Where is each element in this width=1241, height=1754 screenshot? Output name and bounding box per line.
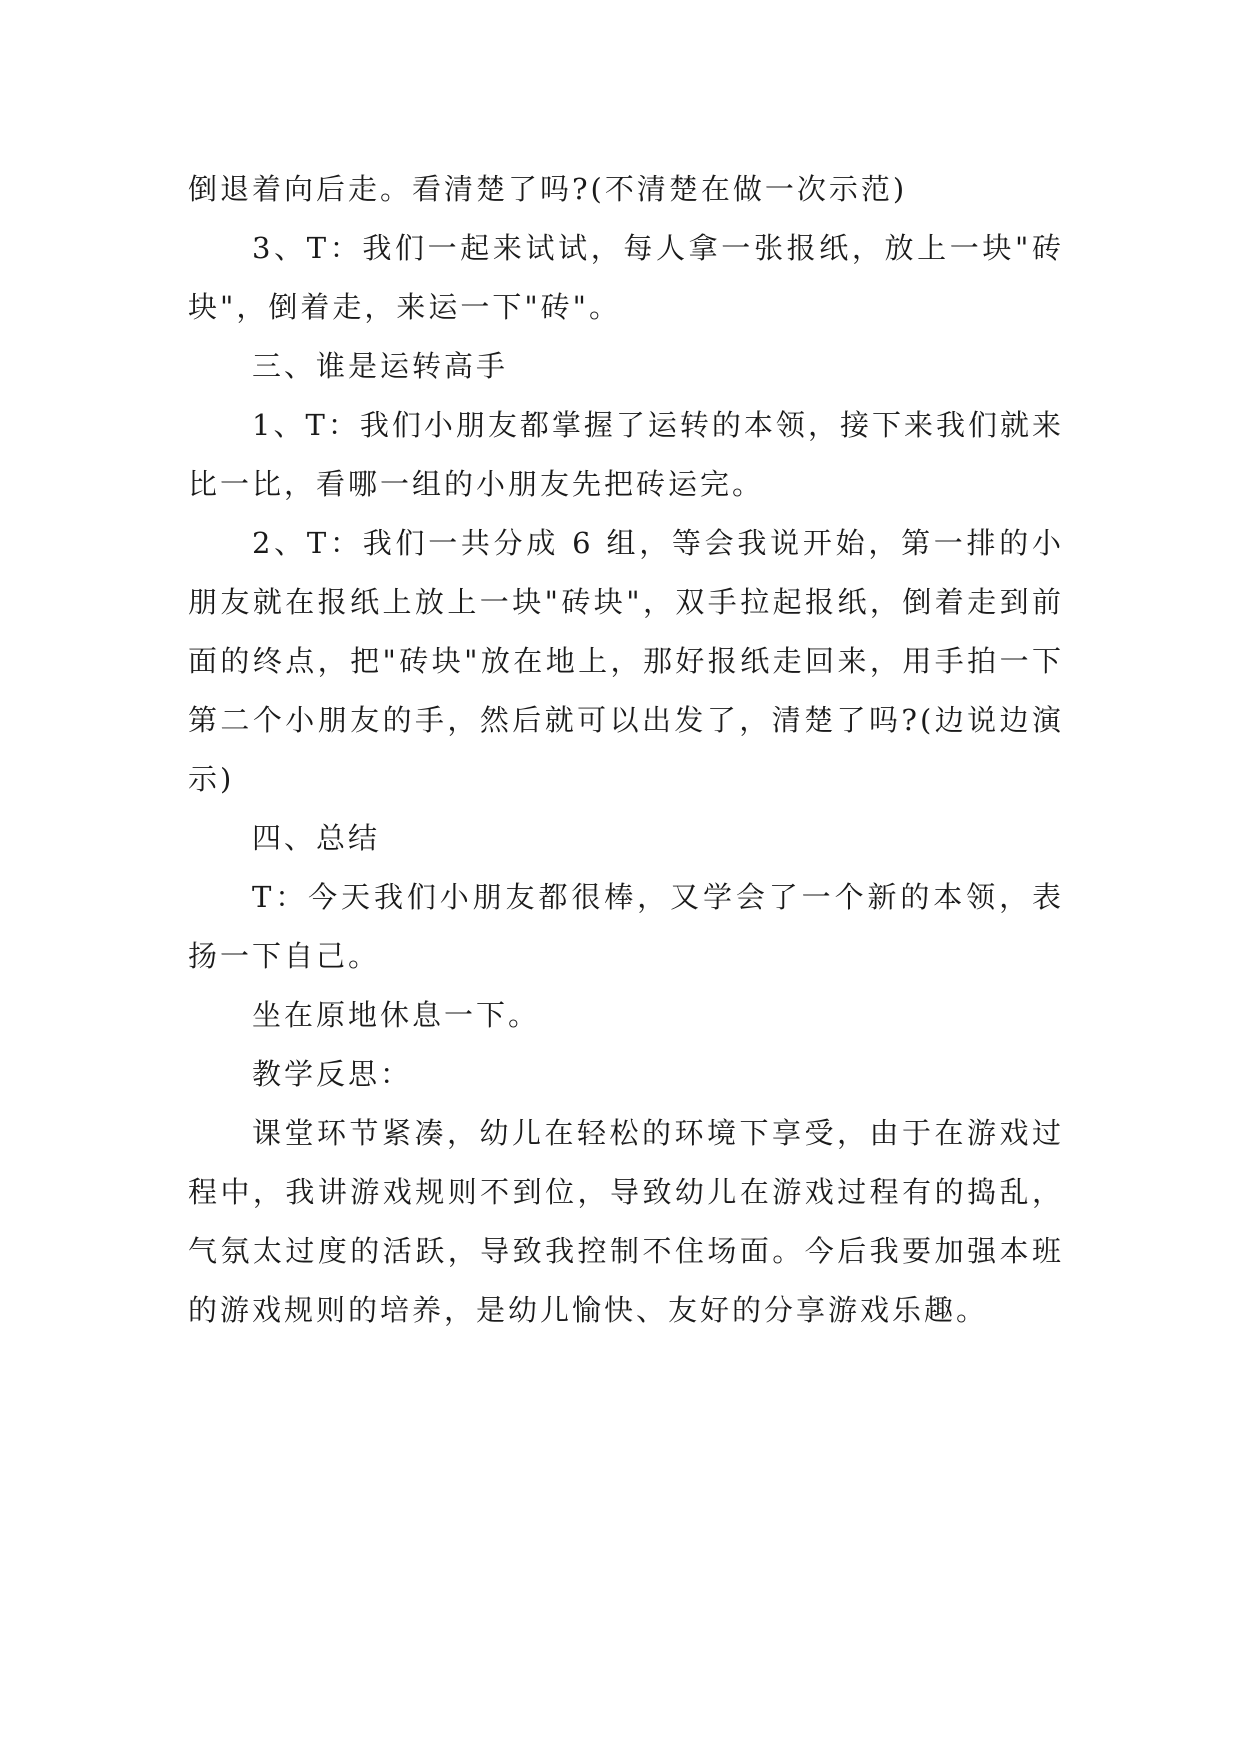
paragraph-rest: 坐在原地休息一下。 xyxy=(252,998,541,1032)
paragraph-continuation: 倒退着向后走。看清楚了吗?(不清楚在做一次示范) xyxy=(188,172,908,206)
paragraph-summary: T：今天我们小朋友都很棒，又学会了一个新的本领，表扬一下自己。 xyxy=(188,880,1064,973)
document-body xyxy=(188,160,1064,1340)
paragraph-reflection: 课堂环节紧凑，幼儿在轻松的环境下享受，由于在游戏过程中，我讲游戏规则不到位，导致幼儿在游戏过程有的捣乱，气氛太过度的活跃，导致我控制不住场面。今后我要加强本班的游戏规则的培养，是幼儿愉快、友好的分享游戏乐趣。 xyxy=(188,1116,1064,1327)
section-heading-4: 四、总结 xyxy=(252,821,381,855)
reflection-heading: 教学反思： xyxy=(252,1057,413,1091)
paragraph-step-3: 3、T：我们一起来试试，每人拿一张报纸，放上一块"砖块"，倒着走，来运一下"砖"。 xyxy=(188,231,1064,324)
paragraph-step-2: 2、T：我们一共分成 6 组，等会我说开始，第一排的小朋友就在报纸上放上一块"砖块"，双手拉起报纸，倒着走到前面的终点，把"砖块"放在地上，那好报纸走回来，用手拍一下第二个小朋友的手，然后就可以出发了，清楚了吗?(边说边演示) xyxy=(188,526,1064,796)
paragraph-step-1: 1、T：我们小朋友都掌握了运转的本领，接下来我们就来比一比，看哪一组的小朋友先把砖运完。 xyxy=(188,408,1064,501)
section-heading-3: 三、谁是运转高手 xyxy=(252,349,509,383)
